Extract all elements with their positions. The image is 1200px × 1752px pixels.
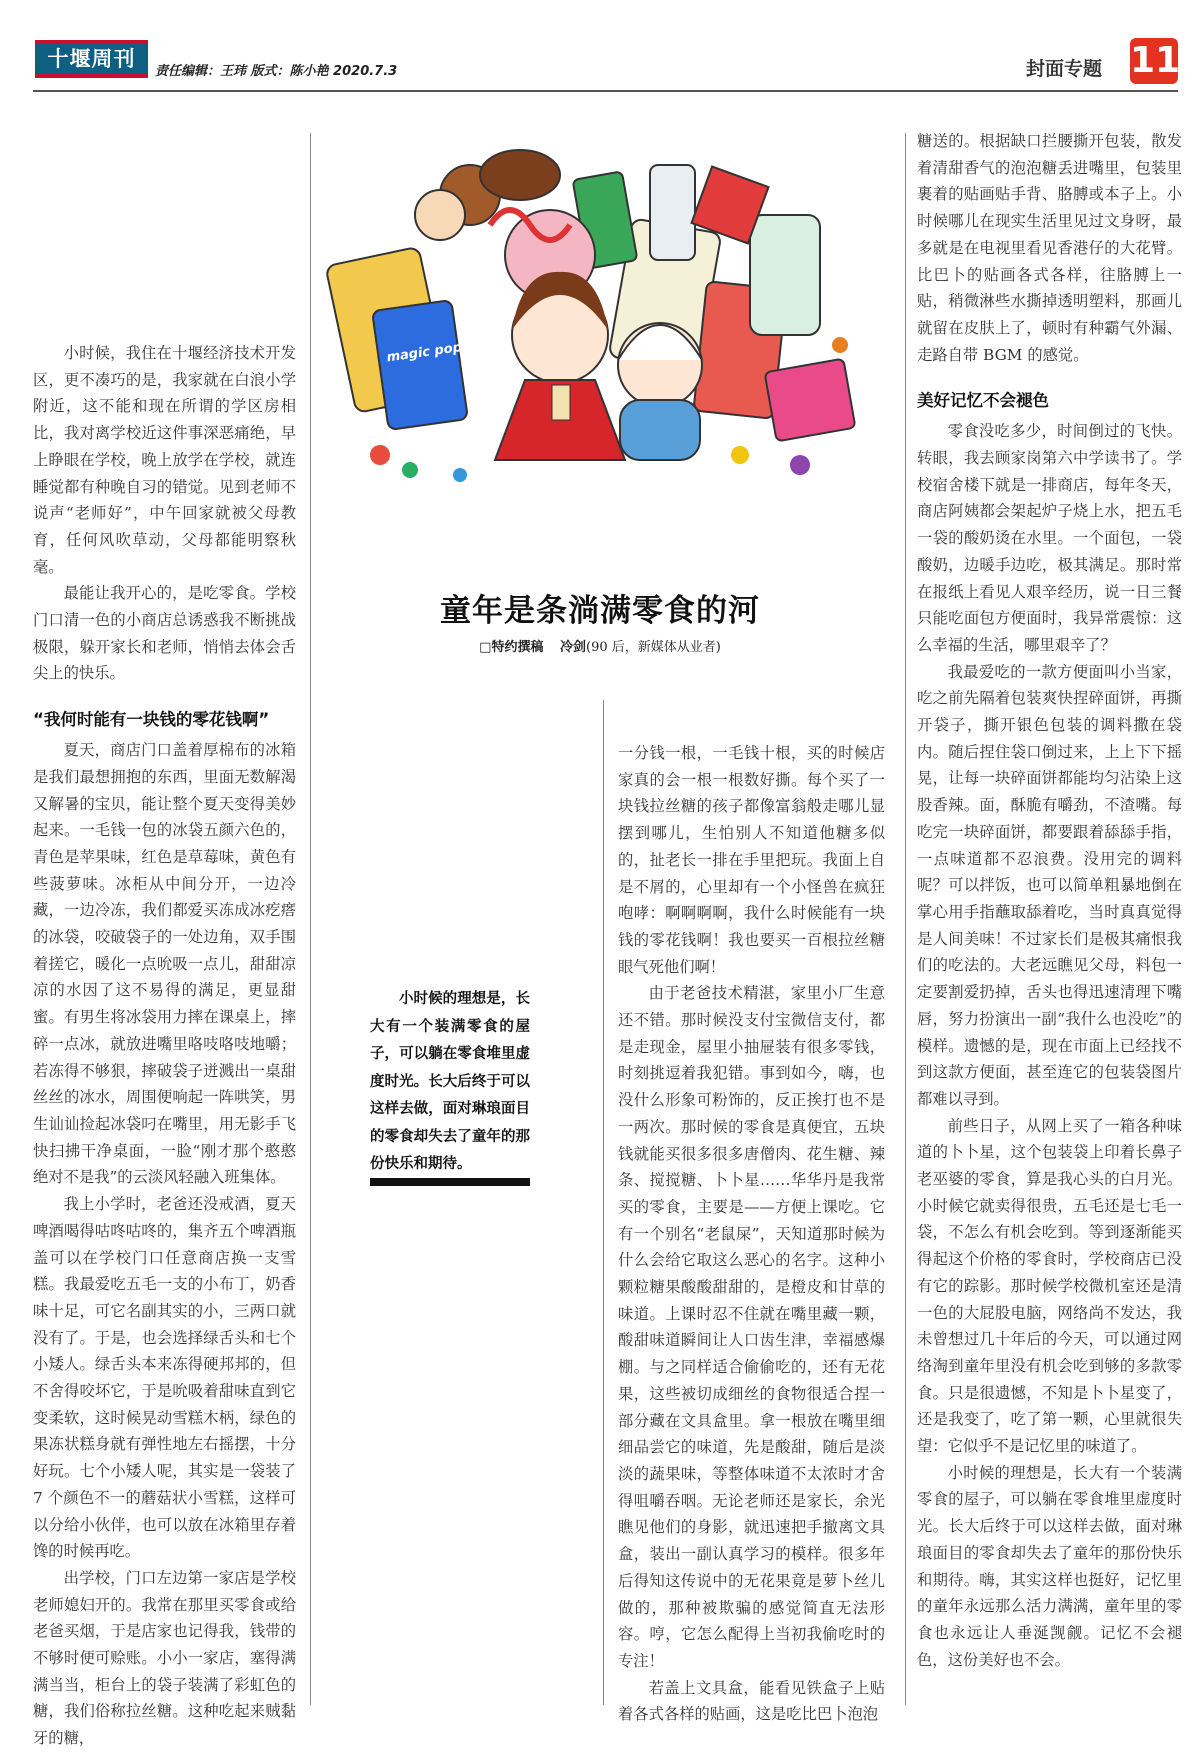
left-column: [33, 340, 296, 1752]
byline-tag: □特约撰稿: [479, 640, 544, 655]
baby-figure: [618, 323, 702, 460]
paragraph: 一分钱一根，一毛钱十根，买的时候店家真的会一根一根数好撕。每个买了一块钱拉丝糖的孩子都像富翁般走哪儿显摆到哪儿，生怕别人不知道他糖多似的，扯老长一排在手里把玩。我面上自是不屑的，心里却有一个小怪兽在疯狂咆哮：啊啊啊啊，我什么时候能有一块钱的零花钱啊！我也要买一百根拉丝糖眼气死他们啊！: [618, 744, 885, 976]
paragraph: 零食没吃多少，时间倒过的飞快。转眼，我去顾家岗第六中学读书了。学校宿舍楼下就是一排商店，每年冬天，商店阿姨都会架起炉子烧上水，把五毛一袋的酸奶烫在水里。一个面包，一袋酸奶，边暖手边吃，极其满足。那时常在报纸上看见人艰辛经历，说一日三餐只能吃面包方便面时，我异常震惊：这么幸福的生活，哪里艰辛了？: [917, 422, 1182, 654]
article-title: 童年是条淌满零食的河: [440, 593, 760, 629]
girl-figure: [495, 272, 625, 460]
paragraph: 出学校，门口左边第一家店是学校老师媳妇开的。我常在那里买零食或给老爸买烟，于是店家也记得我，钱带的不够时便可赊账。小小一家店，塞得满满当当，柜台上的袋子装满了彩虹色的糖，我们俗称拉丝糖。这种吃起来贼黏牙的糖，: [33, 1568, 296, 1748]
page-number-badge: 11: [1130, 38, 1178, 84]
snacks-illustration: [320, 135, 890, 510]
column-divider-middle: [603, 700, 604, 1705]
column-divider-right: [905, 133, 906, 1705]
editor-credits: 责任编辑：王玮 版式：陈小艳 2020.7.3: [155, 64, 398, 79]
pull-quote-text: 小时候的理想是，长大有一个装满零食的屋子，可以躺在零食堆里虚度时光。长大后终于可以这样去做，面对琳琅面目的零食却失去了童年的那份快乐和期待。: [370, 990, 530, 1172]
header-rule: [33, 90, 1178, 92]
section-name: 封面专题: [1025, 58, 1102, 80]
subheading: “我何时能有一块钱的零花钱啊”: [33, 710, 270, 730]
magic-pop-package-label: magic pop: [385, 340, 463, 366]
logo-text: 十堰周刊: [47, 46, 136, 71]
paragraph: 最能让我开心的，是吃零食。学校门口清一色的小商店总诱惑我不断挑战极限，躲开家长和老师，悄悄去体会舌尖上的快乐。: [33, 584, 296, 683]
paragraph: 若盖上文具盒，能看见铁盒子上贴着各式各样的贴画，这是吃比巴卜泡泡: [618, 1678, 885, 1724]
paragraph: 夏天，商店门口盖着厚棉布的冰箱是我们最想拥抱的东西，里面无数解渴又解暑的宝贝，能让整个夏天变得美妙起来。一毛钱一包的冰袋五颜六色的，青色是苹果味，红色是草莓味，黄色有些菠萝味。冰柜从中间分开，一边冷藏，一边冷冻，我们都爱买冻成冰疙瘩的冰袋，咬破袋子的一处边角，双手围着搓它，暖化一点吮吸一点儿，甜甜凉凉的水因了这不易得的满足，更显甜蜜。有男生将冰袋用力摔在课桌上，摔碎一点冰，就放进嘴里咯吱咯吱地嚼；若冻得不够狠，摔破袋子迸溅出一桌甜丝丝的冰水，周围便响起一阵哄笑，男生讪讪捡起冰袋叼在嘴里，用无影手飞快扫拂干净桌面，一脸“刚才那个憨憨绝对不是我”的云淡风轻融入班集体。: [33, 741, 296, 1187]
paragraph: 由于老爸技术精湛，家里小厂生意还不错。那时候没支付宝微信支付，都是走现金，屋里小抽屉装有很多零钱，时刻挑逗着我犯错。事到如今，嗨，也没什么形象可粉饰的，反正挨打也不是一两次。那时候的零食是真便宜，五块钱就能买很多很多唐僧肉、花生糖、辣条、搅搅糖、卜卜星……华华丹是我常买的零食，主要是——方便上课吃。它有一个别名“老鼠屎”，天知道那时候为什么会给它取这么恶心的名字。这种小颗粒糖果酸酸甜甜的，是橙皮和甘草的味道。上课时忍不住就在嘴里藏一颗，酸甜味道瞬间让人口齿生津，幸福感爆棚。与之同样适合偷偷吃的，还有无花果，这些被切成细丝的食物很适合捏一部分藏在文具盒里。拿一根放在嘴里细细品尝它的味道，先是酸甜，随后是淡淡的蔬果味，等整体味道不太浓时才舍得咀嚼吞咽。无论老师还是家长，余光瞧见他们的身影，就迅速把手撤离文具盒，装出一副认真学习的模样。很多年后得知这传说中的无花果竟是萝卜丝儿做的，那种被欺骗的感觉简直无法形容。哼，它怎么配得上当初我偷吃时的专注！: [618, 984, 885, 1670]
middle-column: [618, 740, 885, 1728]
pull-quote-bar: [370, 1178, 530, 1186]
right-column: [917, 128, 1182, 1673]
byline: [320, 636, 880, 655]
author-name: 冷剑: [559, 640, 586, 655]
paragraph: 前些日子，从网上买了一箱各种味道的卜卜星，这个包装袋上印着长鼻子老巫婆的零食，算是我心头的白月光。小时候它就卖得很贵，五毛还是七毛一袋，不怎么有机会吃到。等到逐渐能买得起这个价格的零食时，学校商店已没有它的踪影。那时候学校微机室还是清一色的大屁股电脑，网络尚不发达，我未曾想过几十年后的今天，可以通过网络淘到童年里没有机会吃到够的多款零食。只是很遗憾，不知是卜卜星变了，还是我变了，吃了第一颗，心里就很失望：它似乎不是记忆里的味道了。: [917, 1116, 1182, 1456]
column-divider-left: [310, 133, 311, 1705]
author-note: (90 后，新媒体从业者): [586, 640, 721, 655]
paragraph: 我上小学时，老爸还没戒酒，夏天啤酒喝得咕咚咕咚的，集齐五个啤酒瓶盖可以在学校门口任意商店换一支雪糕。我最爱吃五毛一支的小布丁，奶香味十足，可它名副其实的小，三两口就没有了。于是，也会选择绿舌头和七个小矮人。绿舌头本来冻得硬邦邦的，但不舍得咬坏它，于是吮吸着甜味直到它变柔软，这时候晃动雪糕木柄，绿色的果冻状糕身就有弹性地左右摇摆，十分好玩。七个小矮人呢，其实是一袋装了 7 个颜色不一的蘑菇状小雪糕，这样可以分给小伙伴，也可以放在冰箱里存着馋的时候再吃。: [33, 1195, 296, 1561]
paragraph: 我最爱吃的一款方便面叫小当家，吃之前先隔着包装爽快捏碎面饼，再撕开袋子，撕开银色包装的调料撒在袋内。随后捏住袋口倒过来，上上下下摇晃，让每一块碎面饼都能均匀沾染上这股香辣。面，酥脆有嚼劲，不渣嘴。每吃完一块碎面饼，都要跟着舔舔手指，一点味道都不忍浪费。没用完的调料呢？可以拌饭，也可以简单粗暴地倒在掌心用手指蘸取舔着吃，当时真真觉得是人间美味！不过家长们是极其痛恨我们的吃法的。大老远瞧见父母，料包一定要割爱扔掉，舌头也得迅速清理下嘴唇，努力扮演出一副“我什么也没吃”的模样。遗憾的是，现在市面上已经找不到这款方便面，甚至连它的包装袋图片都难以寻到。: [917, 662, 1182, 1108]
paragraph: 小时候，我住在十堰经济技术开发区，更不凑巧的是，我家就在白浪小学附近，这不能和现在所谓的学区房相比，我对离学校近这件事深恶痛绝，早上睁眼在学校，晚上放学在学校，就连睡觉都有种晚自习的错觉。见到老师不说声“老师好”，中午回家就被父母教育，任何风吹草动，父母都能明察秋毫。: [33, 344, 296, 576]
pull-quote: [370, 985, 530, 1178]
subheading: 美好记忆不会褪色: [917, 391, 1049, 411]
newspaper-logo: [35, 40, 148, 78]
paragraph: 糖送的。根据缺口拦腰撕开包装，散发着清甜香气的泡泡糖丢进嘴里，包装里裹着的贴画贴手背、胳膊或本子上。小时候哪儿在现实生活里见过文身呀，最多就是在电视里看见香港仔的大花臂。比巴卜的贴画各式各样，往胳膊上一贴，稍微淋些水撕掉透明塑料，那画儿就留在皮肤上了，顿时有种霸气外漏、走路自带 BGM 的感觉。: [917, 132, 1182, 364]
paragraph: 小时候的理想是，长大有一个装满零食的屋子，可以躺在零食堆里虚度时光。长大后终于可以这样去做，面对琳琅面目的零食却失去了童年的那份快乐和期待。嗨，其实这样也挺好，记忆里的童年永远那么活力满满，童年里的零食也永远让人垂涎觊觎。记忆不会褪色，这份美好也不会。: [917, 1463, 1182, 1669]
